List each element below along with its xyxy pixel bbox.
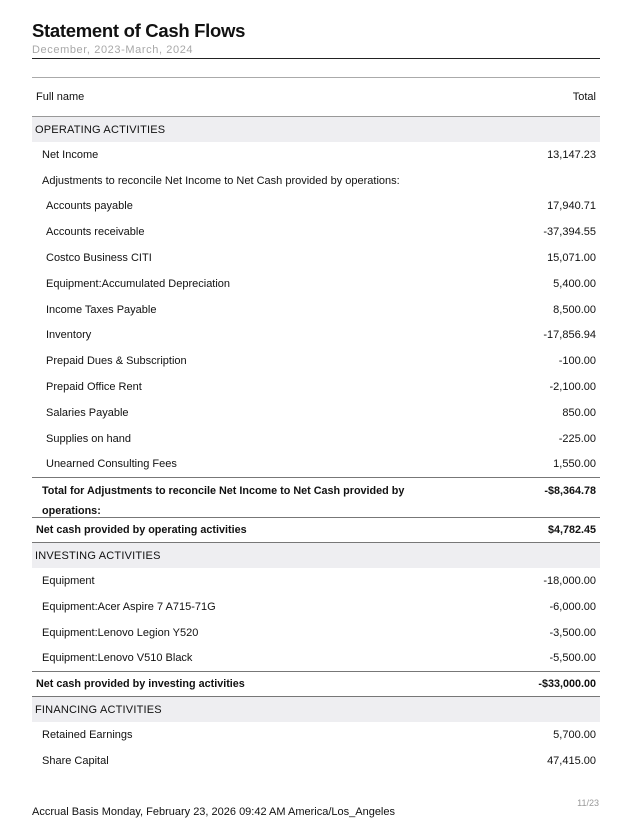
section-header: OPERATING ACTIVITIES — [35, 123, 166, 136]
row-amount: 8,500.00 — [553, 303, 596, 316]
row-label: Inventory — [46, 329, 92, 342]
report-title: Statement of Cash Flows — [32, 20, 246, 41]
row-label: Adjustments to reconcile Net Income to Net Cash provided by operations: — [42, 174, 400, 187]
table-row — [32, 426, 600, 452]
row-amount: 850.00 — [562, 406, 596, 419]
row-amount: 5,700.00 — [553, 729, 596, 742]
row-amount: -17,856.94 — [543, 329, 596, 342]
row-amount: -37,394.55 — [543, 226, 596, 239]
row-label: Accounts payable — [46, 200, 133, 213]
row-label: Prepaid Dues & Subscription — [46, 355, 187, 368]
section-operating — [32, 117, 600, 142]
table-row — [32, 271, 600, 297]
table-row — [32, 374, 600, 400]
column-total-header: Total — [572, 91, 596, 103]
cash-flow-table — [32, 77, 600, 774]
section-header: FINANCING ACTIVITIES — [35, 703, 162, 716]
row-label: Equipment:Lenovo Legion Y520 — [42, 626, 199, 639]
row-amount: -$33,000.00 — [538, 678, 596, 691]
row-amount: 47,415.00 — [547, 754, 596, 767]
row-amount: 13,147.23 — [547, 148, 596, 161]
row-label: Equipment:Lenovo V510 Black — [42, 652, 193, 665]
row-label: Prepaid Office Rent — [46, 381, 142, 394]
table-row — [32, 748, 600, 774]
row-label: Share Capital — [42, 754, 109, 767]
row-amount: 5,400.00 — [553, 277, 596, 290]
row-label: Net Income — [42, 148, 99, 161]
row-amount: -$8,364.78 — [544, 485, 596, 498]
investing-net-row — [32, 671, 600, 697]
table-row — [32, 194, 600, 220]
section-financing — [32, 697, 600, 722]
title-divider — [32, 58, 600, 59]
adjustments-header — [32, 168, 600, 194]
row-label: Equipment:Acer Aspire 7 A715-71G — [42, 600, 216, 613]
table-row — [32, 722, 600, 748]
section-investing — [32, 543, 600, 568]
row-label: Accounts receivable — [46, 226, 145, 239]
table-row — [32, 452, 600, 478]
row-label: Net cash provided by investing activities — [36, 678, 245, 691]
row-amount: -5,500.00 — [549, 652, 596, 665]
row-label: Equipment — [42, 575, 95, 588]
row-label: Unearned Consulting Fees — [46, 458, 177, 471]
report-footer: Accrual Basis Monday, February 23, 2026 09:42 AM America/Los_Angeles — [32, 806, 395, 818]
row-amount: -18,000.00 — [543, 575, 596, 588]
row-label: Income Taxes Payable — [46, 303, 157, 316]
section-header: INVESTING ACTIVITIES — [35, 549, 161, 562]
row-amount: $4,782.45 — [547, 524, 596, 537]
table-row — [32, 594, 600, 620]
row-amount: -3,500.00 — [549, 626, 596, 639]
row-label: Supplies on hand — [46, 432, 132, 445]
row-amount: -225.00 — [558, 432, 596, 445]
row-label: Total for Adjustments to reconcile Net Income to Net Cash provided by operations: — [42, 485, 405, 518]
adjustments-total-row — [32, 477, 600, 517]
table-row — [32, 245, 600, 271]
row-amount: 1,550.00 — [553, 458, 596, 471]
table-row — [32, 620, 600, 646]
row-label: Salaries Payable — [46, 406, 129, 419]
table-row — [32, 219, 600, 245]
table-row — [32, 323, 600, 349]
table-header — [32, 78, 600, 117]
column-name-header: Full name — [36, 91, 85, 103]
row-label: Retained Earnings — [42, 729, 133, 742]
row-label: Equipment:Accumulated Depreciation — [46, 277, 231, 290]
row-amount: -100.00 — [558, 355, 596, 368]
row-amount: -6,000.00 — [549, 600, 596, 613]
page-number: 11/23 — [577, 798, 599, 808]
table-row — [32, 348, 600, 374]
row-label: Costco Business CITI — [46, 252, 152, 265]
table-row — [32, 400, 600, 426]
report-period: December, 2023-March, 2024 — [32, 44, 194, 56]
row-amount: -2,100.00 — [549, 381, 596, 394]
row-amount: 15,071.00 — [547, 252, 596, 265]
row-label: Net cash provided by operating activities — [36, 524, 247, 537]
table-row — [32, 568, 600, 594]
table-row — [32, 646, 600, 672]
table-row — [32, 142, 600, 168]
table-row — [32, 297, 600, 323]
row-amount: 17,940.71 — [547, 200, 596, 213]
